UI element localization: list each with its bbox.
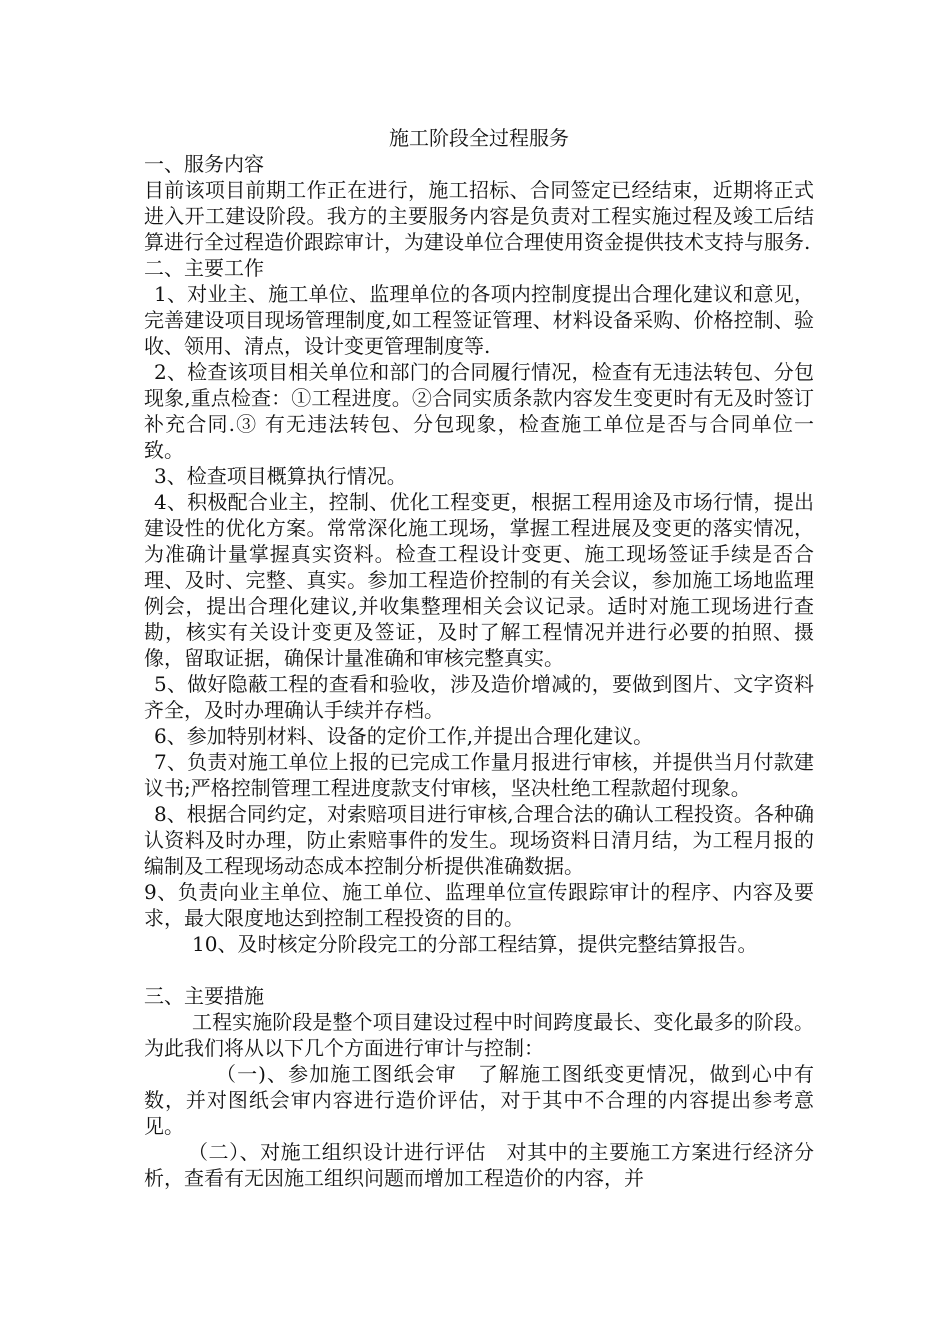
blank-line xyxy=(144,957,814,983)
work-item-3: 3、检查项目概算执行情况。 xyxy=(154,464,407,488)
work-item-10: 10、及时核定分阶段完工的分部工程结算，提供完整结算报告。 xyxy=(192,932,758,956)
work-item-9: 9、负责向业主单位、施工单位、监理单位宣传跟踪审计的程序、内容及要求，最大限度地达到控制工程投资的目的。 xyxy=(144,880,814,930)
section-heading-service-content: 一、服务内容 xyxy=(144,152,264,176)
work-item-6: 6、参加特别材料、设备的定价工作,并提出合理化建议。 xyxy=(154,724,654,748)
work-item-5: 5、做好隐蔽工程的查看和验收，涉及造价增减的，要做到图片、文字资料齐全，及时办理确认手续并存档。 xyxy=(144,672,814,722)
measure-2-paragraph: （二）、对施工组织设计进行评估 对其中的主要施工方案进行经济分析，查看有无因施工组织问题而增加工程造价的内容，并 xyxy=(144,1140,814,1190)
section-heading-main-measures: 三、主要措施 xyxy=(144,984,264,1008)
document-page xyxy=(144,125,814,1191)
document-title: 施工阶段全过程服务 xyxy=(389,126,569,150)
section-heading-main-work: 二、主要工作 xyxy=(144,256,264,280)
work-item-8: 8、根据合同约定，对索赔项目进行审核,合理合法的确认工程投资。各种确认资料及时办理，防止索赔事件的发生。现场资料日清月结，为工程月报的编制及工程现场动态成本控制分析提供准确数据。 xyxy=(144,802,814,878)
work-item-7: 7、负责对施工单位上报的已完成工作量月报进行审核，并提供当月付款建议书;严格控制管理工程进度款支付审核，坚决杜绝工程款超付现象。 xyxy=(144,750,814,800)
work-item-2: 2、检查该项目相关单位和部门的合同履行情况，检查有无违法转包、分包现象,重点检查：①工程进度。②合同实质条款内容发生变更时有无及时签订补充合同.③ 有无违法转包、分包现象，检查施工单位是否与合同单位一致。 xyxy=(144,360,814,462)
work-item-1: 1、对业主、施工单位、监理单位的各项内控制度提出合理化建议和意见，完善建设项目现场管理制度,如工程签证管理、材料设备采购、价格控制、验收、领用、清点，设计变更管理制度等. xyxy=(144,282,814,358)
measure-1-paragraph: （一)、参加施工图纸会审 了解施工图纸变更情况，做到心中有数，并对图纸会审内容进行造价评估，对于其中不合理的内容提出参考意见。 xyxy=(144,1062,814,1138)
service-content-paragraph: 目前该项目前期工作正在进行，施工招标、合同签定已经结束，近期将正式进入开工建设阶段。我方的主要服务内容是负责对工程实施过程及竣工后结算进行全过程造价跟踪审计，为建设单位合理使用资金提供技术支持与服务. xyxy=(144,178,814,254)
measures-intro-paragraph: 工程实施阶段是整个项目建设过程中时间跨度最长、变化最多的阶段。为此我们将从以下几个方面进行审计与控制： xyxy=(144,1010,814,1060)
work-item-4: 4、积极配合业主，控制、优化工程变更，根据工程用途及市场行情，提出建设性的优化方案。常常深化施工现场，掌握工程进展及变更的落实情况，为准确计量掌握真实资料。检查工程设计变更、施工现场签证手续是否合理、及时、完整、真实。参加工程造价控制的有关会议，参加施工场地监理例会，提出合理化建议,并收集整理相关会议记录。适时对施工现场进行查勘，核实有关设计变更及签证，及时了解工程情况并进行必要的拍照、摄像，留取证据，确保计量准确和审核完整真实。 xyxy=(144,490,814,670)
